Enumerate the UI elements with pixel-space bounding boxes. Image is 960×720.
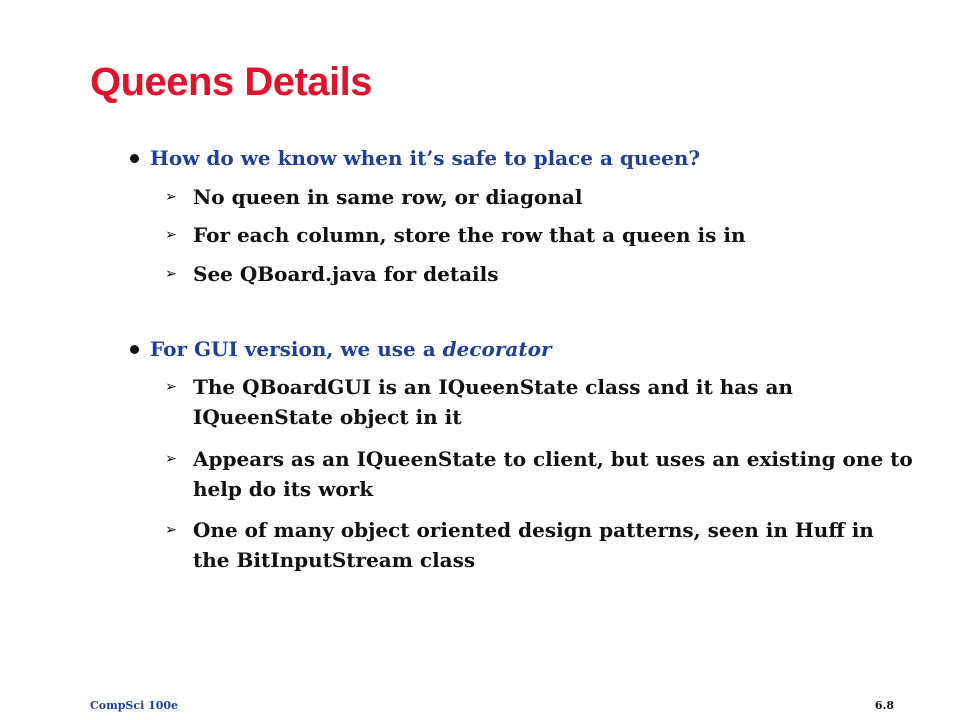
arrow-bullet-icon: ➢ bbox=[165, 189, 177, 205]
slide-title: Queens Details bbox=[90, 60, 373, 104]
bullet-2-text bbox=[150, 337, 552, 361]
subitem-2-2-text: Appears as an IQueenState to client, but uses an existing one to help do its work bbox=[193, 447, 913, 501]
bullet-dot-icon bbox=[130, 154, 139, 163]
bullet-2-emphasis: decorator bbox=[442, 337, 552, 361]
arrow-bullet-icon: ➢ bbox=[165, 266, 177, 282]
bullet-dot-icon bbox=[130, 345, 139, 354]
subitem-1-3-text: See QBoard.java for details bbox=[193, 262, 499, 286]
subitem-1-2-text: For each column, store the row that a queen is in bbox=[193, 223, 746, 247]
subitem-2-1-text: The QBoardGUI is an IQueenState class and it has an IQueenState object in it bbox=[193, 375, 793, 429]
subitem-2-3-text: One of many object oriented design patterns, seen in Huff in the BitInputStream class bbox=[193, 518, 874, 572]
footer-course: CompSci 100e bbox=[90, 699, 179, 712]
arrow-bullet-icon: ➢ bbox=[165, 227, 177, 243]
bullet-2-prefix: For GUI version, we use a bbox=[150, 337, 443, 361]
arrow-bullet-icon: ➢ bbox=[165, 451, 177, 467]
subitem-1-1-text: No queen in same row, or diagonal bbox=[193, 185, 583, 209]
arrow-bullet-icon: ➢ bbox=[165, 379, 177, 395]
footer-page-number: 6.8 bbox=[874, 699, 894, 712]
arrow-bullet-icon: ➢ bbox=[165, 522, 177, 538]
bullet-1-text: How do we know when it’s safe to place a queen? bbox=[150, 146, 701, 170]
